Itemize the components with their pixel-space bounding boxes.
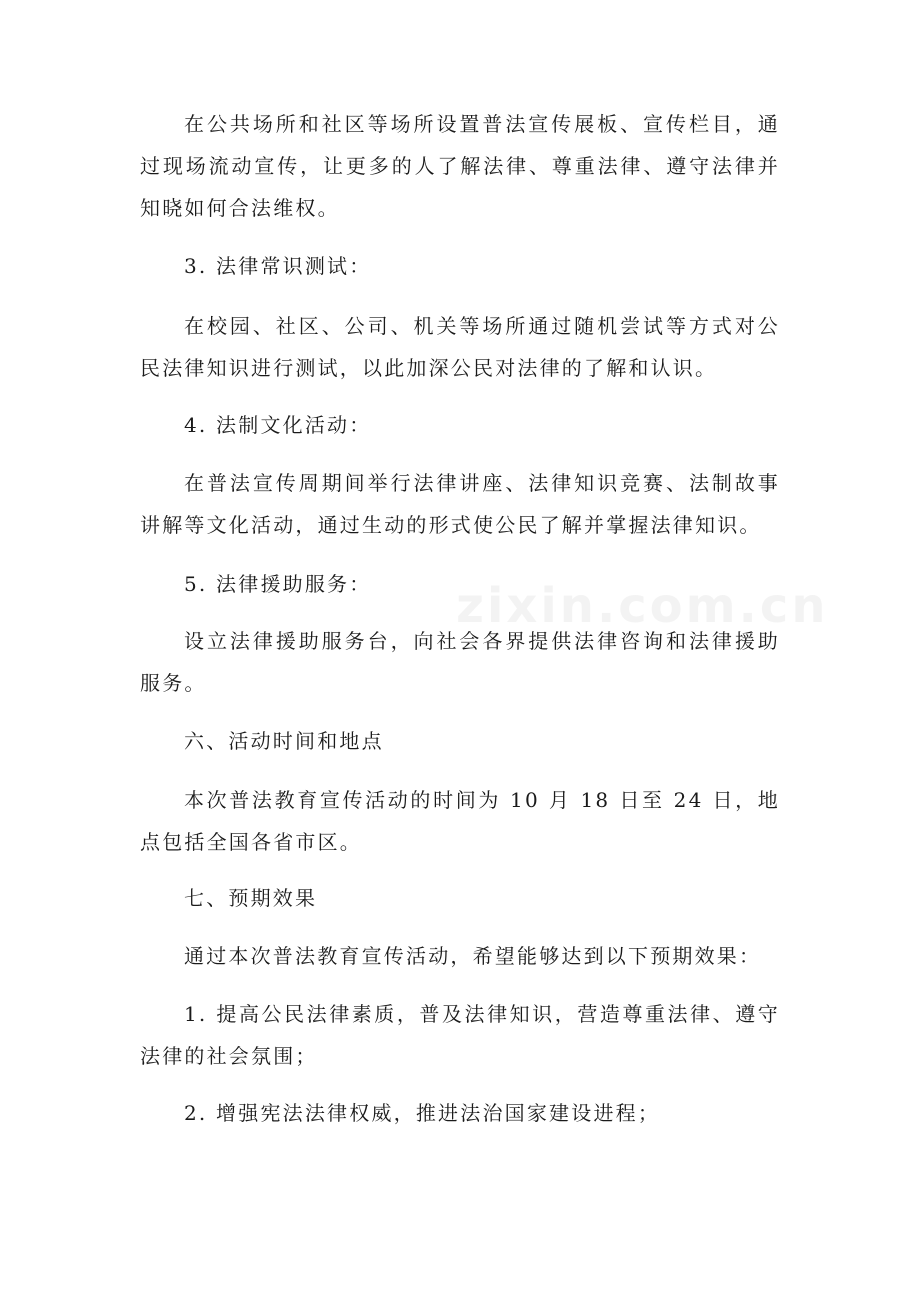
- paragraph-expected-intro: 通过本次普法教育宣传活动，希望能够达到以下预期效果：: [184, 944, 762, 968]
- heading-legal-quiz: 3. 法律常识测试：: [184, 254, 372, 278]
- paragraph-time-place: 本次普法教育宣传活动的时间为 10 月 18 日至 24 日，地点包括全国各省市区。: [140, 788, 780, 854]
- heading-time-place: 六、活动时间和地点: [184, 729, 384, 753]
- heading-legal-culture: 4. 法制文化活动：: [184, 413, 372, 437]
- watermark: zixin.com.cn: [456, 578, 829, 634]
- paragraph-public-display: 在公共场所和社区等场所设置普法宣传展板、宣传栏目，通过现场流动宣传，让更多的人了解法律、尊重法律、遵守法律并知晓如何合法维权。: [140, 112, 780, 220]
- paragraph-expected-item-2: 2. 增强宪法法律权威，推进法治国家建设进程；: [184, 1101, 661, 1125]
- paragraph-legal-culture: 在普法宣传周期间举行法律讲座、法律知识竞赛、法制故事讲解等文化活动，通过生动的形式使公民了解并掌握法律知识。: [140, 471, 780, 537]
- paragraph-legal-aid: 设立法律援助服务台，向社会各界提供法律咨询和法律援助服务。: [140, 629, 780, 695]
- paragraph-expected-item-1: 1. 提高公民法律素质，普及法律知识，营造尊重法律、遵守法律的社会氛围；: [140, 1002, 780, 1068]
- heading-expected-results: 七、预期效果: [184, 886, 318, 910]
- heading-legal-aid: 5. 法律援助服务：: [184, 572, 372, 596]
- paragraph-legal-quiz: 在校园、社区、公司、机关等场所通过随机尝试等方式对公民法律知识进行测试，以此加深公民对法律的了解和认识。: [140, 314, 780, 380]
